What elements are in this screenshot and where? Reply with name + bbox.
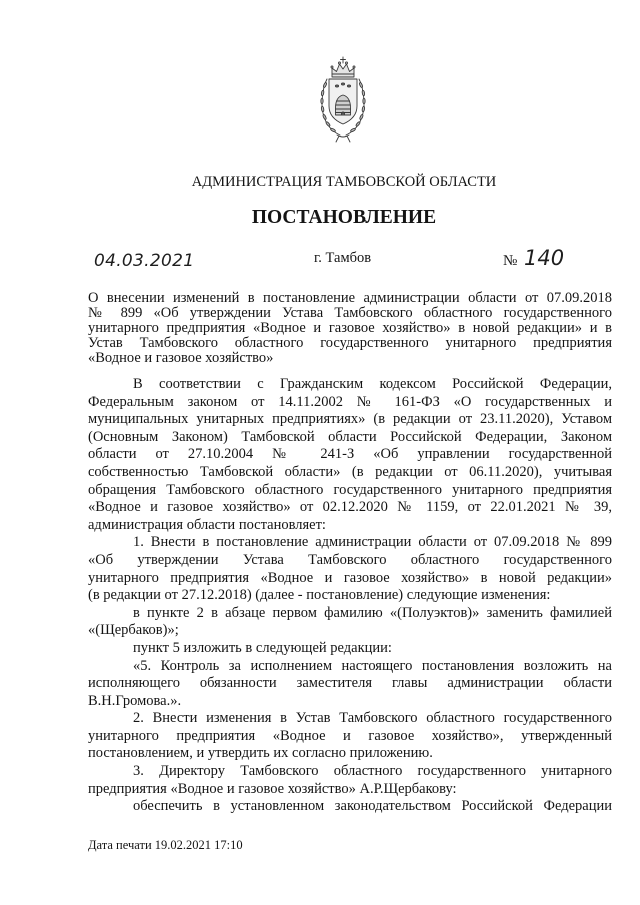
print-date: Дата печати 19.02.2021 17:10 [88, 838, 243, 852]
body-line: «Водное и газовое хозяйство» от 02.12.2020 № 1159, от 22.01.2021 № 39, [88, 499, 612, 516]
body-line: в пункте 2 в абзаце первом фамилию «(Полуэктов)» заменить фамилией [133, 604, 612, 621]
body-line: (Основным Законом) Тамбовской области Российской Федерации, Законом [88, 428, 612, 445]
body-line: «(Щербаков)»; [88, 622, 179, 639]
body-line: унитарного предприятия «Водное и газовое хозяйство» в новой редакции» [88, 569, 612, 586]
body-line: унитарного предприятия «Водное и газовое хозяйство», утвержденный [88, 727, 612, 744]
body-line: «Об утверждении Устава Тамбовского областного государственного [88, 551, 612, 568]
coat-of-arms-icon [315, 55, 371, 143]
subject-line: О внесении изменений в постановление администрации области от 07.09.2018 [88, 289, 612, 306]
document-type: ПОСТАНОВЛЕНИЕ [251, 207, 437, 228]
document-date: 04.03.2021 [94, 251, 195, 271]
body-line: муниципальных унитарных предприятиях» (в редакции от 23.11.2020), Уставом [88, 411, 612, 428]
document-number: 140 [524, 246, 565, 270]
body-line: собственностью Тамбовской области» (в редакции от 06.11.2020), учитывая [88, 463, 612, 480]
body-line: области от 27.10.2004 № 241-З «Об управлении государственной [88, 446, 612, 463]
body-line: 1. Внести в постановление администрации области от 07.09.2018 № 899 [133, 534, 612, 551]
body-line: обеспечить в установленном законодательством Российской Федерации [133, 798, 612, 815]
body-line: «5. Контроль за исполнением настоящего постановления возложить на [133, 657, 612, 674]
body-line: (в редакции от 27.12.2018) (далее - постановление) следующие изменения: [88, 587, 551, 604]
document-body [88, 376, 612, 816]
body-line: Федеральным законом от 14.11.2002 № 161-ФЗ «О государственных и [88, 393, 612, 410]
body-line: В соответствии с Гражданским кодексом Российской Федерации, [133, 376, 612, 392]
body-line: обращения Тамбовского областного государственного унитарного предприятия [88, 481, 612, 498]
body-line: исполняющего обязанности заместителя главы администрации области [88, 675, 612, 692]
body-line: В.Н.Громова.». [88, 692, 182, 709]
body-line: постановлением, и утвердить их согласно приложению. [88, 745, 433, 762]
city: г. Тамбов [314, 250, 372, 266]
body-line: 2. Внести изменения в Устав Тамбовского областного государственного [133, 710, 612, 727]
subject-line: Устав Тамбовского областного государственного унитарного предприятия [88, 334, 612, 351]
document-subject [88, 291, 612, 366]
body-line: предприятия «Водное и газовое хозяйство» А.Р.Щербакову: [88, 780, 457, 797]
subject-line: № 899 «Об утверждении Устава Тамбовского областного государственного [88, 304, 612, 321]
subject-line: унитарного предприятия «Водное и газовое хозяйство» в новой редакции» и в [88, 319, 612, 336]
authority-name: АДМИНИСТРАЦИЯ ТАМБОВСКОЙ ОБЛАСТИ [191, 174, 497, 190]
body-line: пункт 5 изложить в следующей редакции: [133, 639, 392, 656]
number-sign: № [503, 253, 518, 269]
subject-line: «Водное и газовое хозяйство» [88, 349, 274, 366]
body-line: администрация области постановляет: [88, 516, 326, 533]
body-line: 3. Директору Тамбовского областного государственного унитарного [133, 763, 612, 780]
